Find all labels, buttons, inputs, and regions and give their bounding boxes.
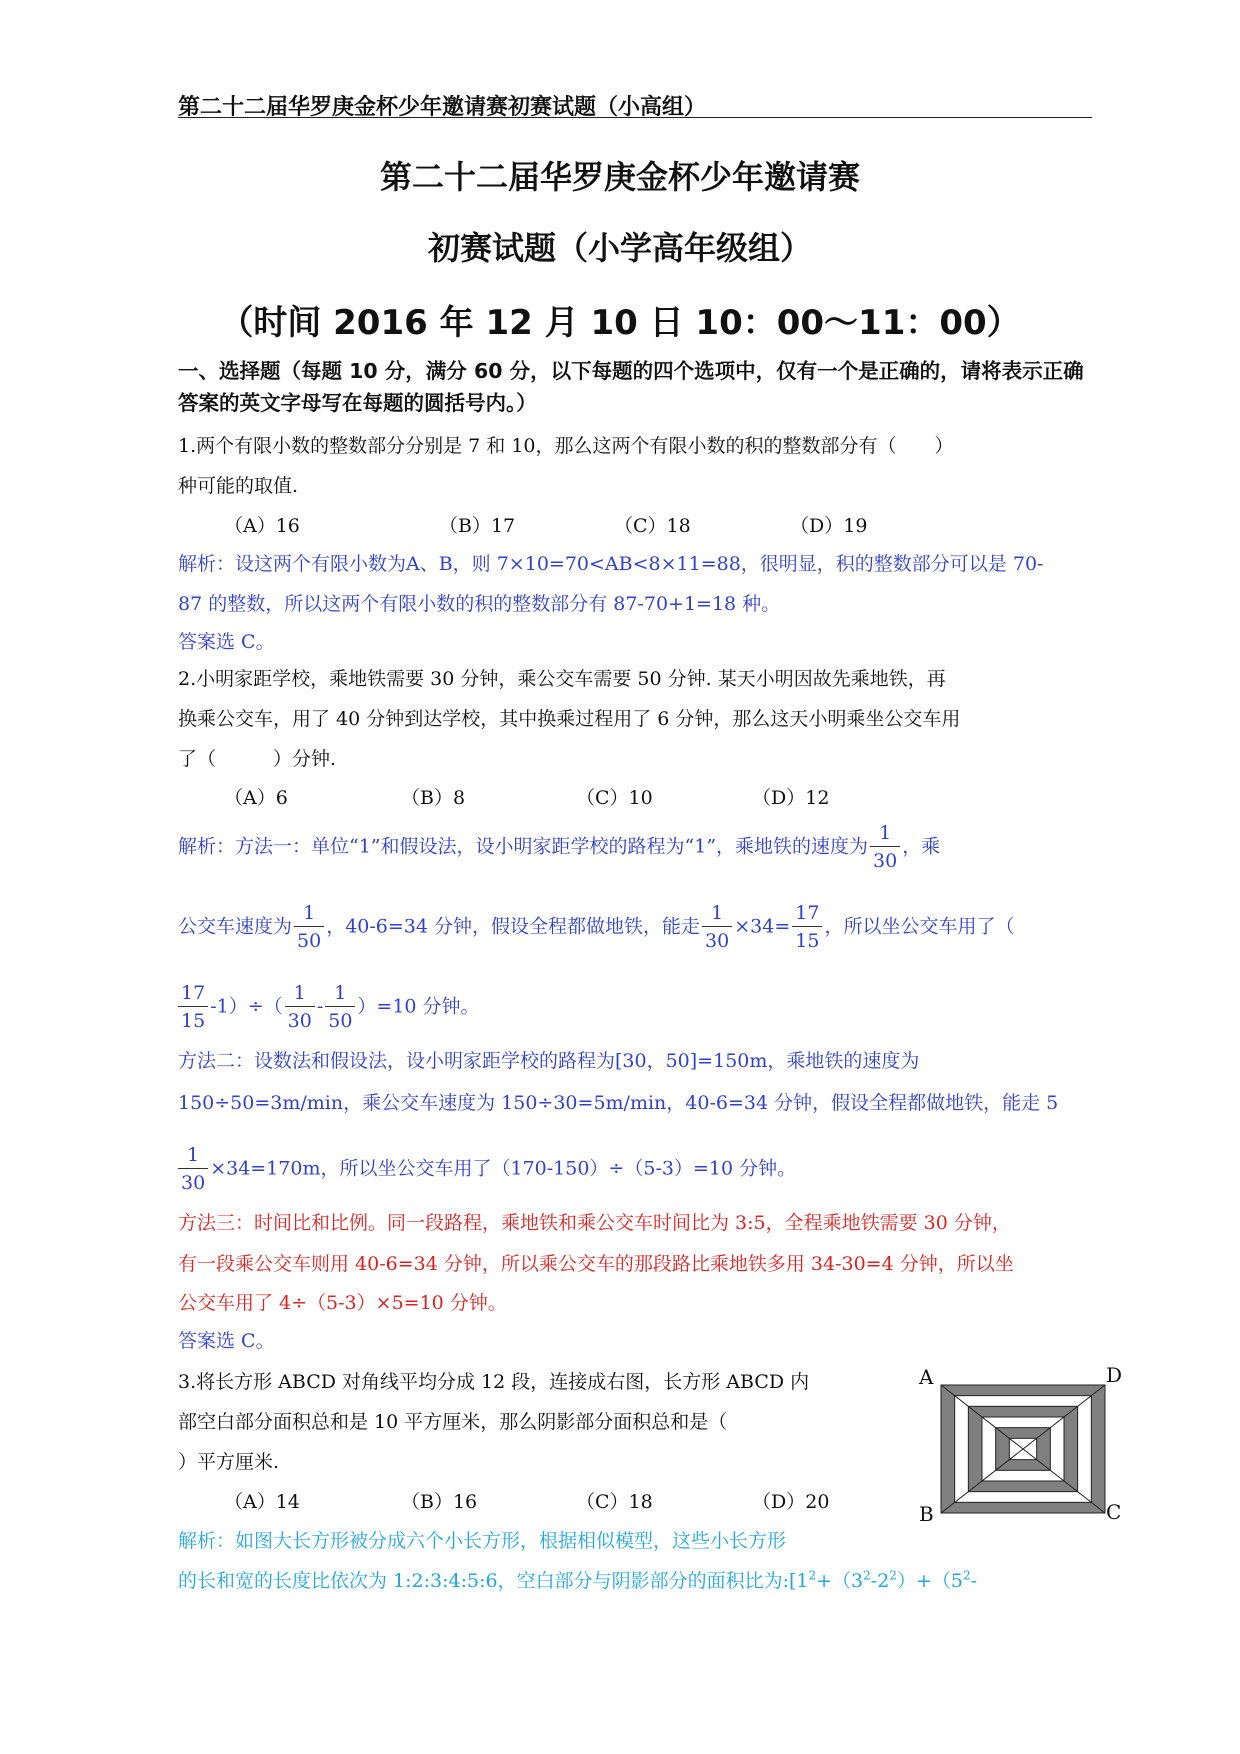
fraction-numerator: 1: [285, 980, 315, 1007]
header-rule: [178, 117, 1092, 118]
q3-option-b: （B）16: [401, 1491, 478, 1513]
q1-analysis-line2: 87 的整数，所以这两个有限小数的积的整数部分有 87-70+1=18 种。: [178, 593, 781, 615]
fraction-denominator: 30: [181, 1172, 206, 1194]
q2-answer: 答案选 C。: [178, 1330, 275, 1352]
q2-line2: 换乘公交车，用了 40 分钟到达学校，其中换乘过程用了 6 分钟，那么这天小明乘坐公交车用: [178, 708, 961, 730]
fraction-denominator: 30: [287, 1010, 312, 1032]
time-title: （时间 2016 年 12 月 10 日 10：00～11：00）: [219, 303, 1021, 343]
fraction-denominator: 30: [873, 850, 898, 872]
q1-analysis-line1: 解析：设这两个有限小数为A、B，则 7×10=70<AB<8×11=88，很明显，积的整数部分可以是 70-: [178, 553, 1044, 575]
q2-method2-text-c: ×34=170m，所以坐公交车用了（170-150）÷（5-3）=10 分钟。: [210, 1157, 797, 1180]
fraction-denominator: 30: [705, 930, 730, 952]
fraction-numerator: 1: [294, 900, 324, 927]
q2-method1-text-h: -: [316, 995, 324, 1018]
q2-method2-line2: 150÷50=3m/min，乘公交车速度为 150÷30=5m/min，40-6=34 分钟，假设全程都做地铁，能走 5: [178, 1092, 1059, 1114]
main-title: 第二十二届华罗庚金杯少年邀请赛: [379, 158, 860, 196]
rectangle-figure: [915, 1365, 1135, 1535]
q2-method3-line1: 方法三：时间比和比例。同一段路程，乘地铁和乘公交车时间比为 3:5，全程乘地铁需要 30 分钟，: [178, 1212, 1011, 1234]
q2-option-d: （D）12: [752, 787, 830, 809]
q3-analysis-text-b: +（3: [816, 1570, 864, 1592]
q1-option-b: （B）17: [439, 515, 516, 537]
fraction-1-50: [325, 980, 355, 1035]
superscript: 2: [863, 1568, 871, 1583]
page-header: 第二十二届华罗庚金杯少年邀请赛初赛试题（小高组）: [178, 95, 707, 120]
q3-analysis-text-e: -: [970, 1570, 978, 1592]
q3-analysis-text-c: -2: [870, 1570, 890, 1592]
q1-option-d: （D）19: [790, 515, 868, 537]
vertex-label-c: C: [1106, 1500, 1122, 1524]
fraction-numerator: 1: [178, 1142, 208, 1169]
vertex-label-b: B: [919, 1502, 934, 1526]
q2-method1-line2: [178, 900, 1014, 955]
fraction-denominator: 50: [297, 930, 322, 952]
q2-options: [0, 783, 1240, 809]
q3-analysis-text-a: 的长和宽的长度比依次为 1:2:3:4:5:6，空白部分与阴影部分的面积比为:[1: [178, 1570, 809, 1592]
q3-analysis-text-d: ）+（5: [896, 1570, 963, 1592]
q2-method1-text-b: ，乘: [902, 835, 941, 858]
fraction-numerator: 1: [325, 980, 355, 1007]
q3-line1: 3.将长方形 ABCD 对角线平均分成 12 段，连接成右图，长方形 ABCD 内: [178, 1371, 810, 1393]
q3-option-c: （C）18: [576, 1491, 653, 1513]
vertex-label-d: D: [1106, 1363, 1123, 1387]
q2-method3-line3: 公交车用了 4÷（5-3）×5=10 分钟。: [178, 1292, 507, 1314]
q2-line1: 2.小明家距学校，乘地铁需要 30 分钟，乘公交车需要 50 分钟. 某天小明因故先乘地铁，再: [178, 668, 946, 690]
q2-method1-text-d: ，40-6=34 分钟，假设全程都做地铁，能走: [326, 915, 701, 938]
fraction-17-15: [178, 980, 208, 1035]
fraction-numerator: 1: [702, 900, 732, 927]
q3-line3: ）平方厘米.: [178, 1451, 280, 1473]
q1-answer: 答案选 C。: [178, 631, 275, 653]
q1-option-c: （C）18: [614, 515, 691, 537]
fraction-1-30: [178, 1142, 208, 1197]
q3-line2: 部空白部分面积总和是 10 平方厘米，那么阴影部分面积总和是（: [178, 1411, 728, 1433]
q1-line2: 种可能的取值.: [178, 475, 299, 497]
sub-title: 初赛试题（小学高年级组）: [427, 229, 812, 267]
q3-option-a: （A）14: [224, 1491, 300, 1513]
q2-method1-text-c: 公交车速度为: [178, 915, 293, 938]
fraction-1-50: [294, 900, 324, 955]
section-heading: 一、选择题（每题 10 分，满分 60 分，以下每题的四个选项中，仅有一个是正确的，请将表示正确答案的英文字母写在每题的圆括号内。）: [178, 359, 1084, 415]
fraction-1-30: [870, 820, 900, 875]
q2-method1-line1: [178, 820, 940, 875]
q1-options: [0, 511, 1240, 537]
superscript: 2: [962, 1568, 971, 1583]
q2-method1-text-i: ）=10 分钟。: [357, 995, 480, 1018]
q1-option-a: （A）16: [224, 515, 300, 537]
q2-option-b: （B）8: [401, 787, 466, 809]
fraction-numerator: 1: [870, 820, 900, 847]
q2-method1-text-g: -1）÷（: [210, 995, 283, 1018]
fraction-1-30: [702, 900, 732, 955]
q2-method2-line3: [178, 1142, 796, 1197]
q3-analysis-line1: 解析：如图大长方形被分成六个小长方形，根据相似模型，这些小长方形: [178, 1530, 787, 1552]
q3-analysis-line2: [178, 1566, 977, 1593]
fraction-denominator: 50: [328, 1010, 353, 1032]
q2-method1-line3: [178, 980, 480, 1035]
vertex-label-a: A: [919, 1365, 934, 1389]
q2-method1-text-a: 解析：方法一：单位“1”和假设法，设小明家距学校的路程为“1”，乘地铁的速度为: [178, 835, 869, 858]
fraction-denominator: 15: [795, 930, 820, 952]
q2-method2-line1: 方法二：设数法和假设法，设小明家距学校的路程为[30，50]=150m，乘地铁的速度为: [178, 1050, 920, 1072]
q2-method1-text-f: ，所以坐公交车用了（: [824, 915, 1015, 938]
q2-method3-line2: 有一段乘公交车则用 40-6=34 分钟，所以乘公交车的那段路比乘地铁多用 34-30=4 分钟，所以坐: [178, 1253, 1014, 1275]
superscript: 2: [808, 1568, 817, 1583]
fraction-denominator: 15: [181, 1010, 206, 1032]
fraction-numerator: 17: [178, 980, 208, 1007]
fraction-numerator: 17: [792, 900, 822, 927]
q1-line1: 1.两个有限小数的整数部分分别是 7 和 10，那么这两个有限小数的积的整数部分有（ ）: [178, 435, 954, 457]
nested-rectangles-diagram: [939, 1383, 1107, 1515]
superscript: 2: [889, 1568, 897, 1583]
q2-method1-text-e: ×34=: [734, 915, 791, 938]
q2-line3: 了（ ）分钟.: [178, 748, 337, 770]
q2-option-c: （C）10: [576, 787, 653, 809]
fraction-1-30: [285, 980, 315, 1035]
q3-option-d: （D）20: [752, 1491, 830, 1513]
fraction-17-15: [792, 900, 822, 955]
q2-option-a: （A）6: [224, 787, 288, 809]
